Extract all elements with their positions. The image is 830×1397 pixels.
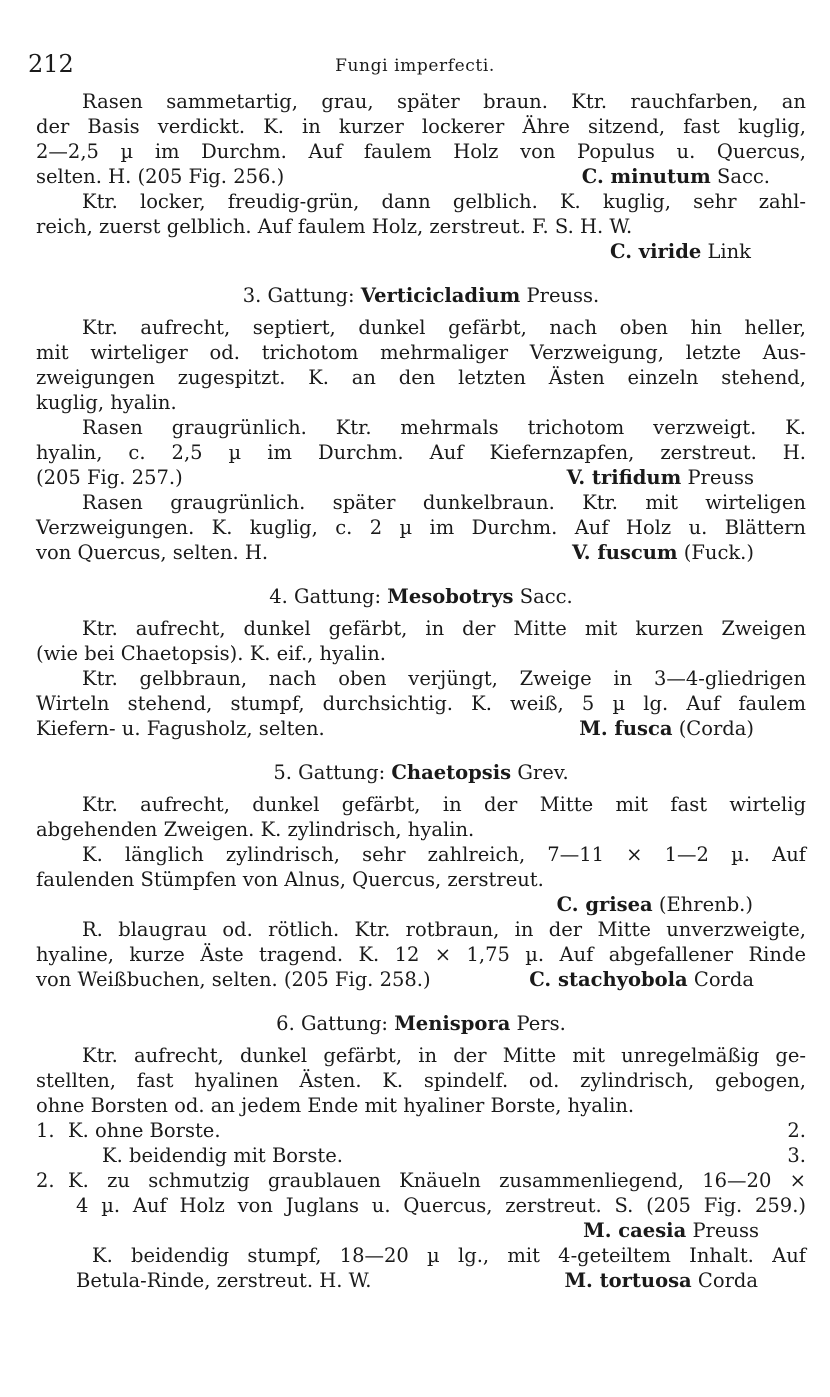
- key-entry: [36, 1118, 806, 1144]
- species-binomial: C. minutum: [581, 165, 711, 188]
- text-line: Ktr. gelbbraun, nach oben verjüngt, Zweige in 3—4-gliedrigen: [82, 667, 806, 690]
- species-author: Sacc.: [716, 165, 770, 188]
- species-binomial: M. caesia: [583, 1219, 687, 1242]
- species-author: Corda: [693, 968, 754, 991]
- genus-heading: [36, 760, 806, 786]
- text-line: 2—2,5 µ im Durchm. Auf faulem Holz von Populus u. Quercus,: [36, 140, 806, 163]
- text-line: [36, 967, 806, 993]
- text-segment: (205 Fig. 257.): [36, 466, 183, 489]
- species-author: Link: [707, 240, 751, 263]
- species-binomial: M. tortuosa: [564, 1269, 692, 1292]
- species-author: Corda: [697, 1269, 758, 1292]
- key-number: 1.: [36, 1119, 55, 1142]
- text-line: abgehenden Zweigen. K. zylindrisch, hyalin.: [36, 818, 475, 841]
- species-author: (Fuck.): [683, 541, 754, 564]
- page-number: 212: [28, 50, 74, 78]
- text-line: Rasen graugrünlich. Ktr. mehrmals trichotom verzweigt. K.: [82, 416, 806, 439]
- text-line: R. blaugrau od. rötlich. Ktr. rotbraun, in der Mitte unverzweigte,: [82, 918, 806, 941]
- species-binomial: C. viride: [610, 240, 702, 263]
- species-author: (Corda): [678, 717, 754, 740]
- genus-heading-prefix: 4. Gattung:: [269, 585, 382, 608]
- species-name: [582, 164, 770, 190]
- running-title: Fungi imperfecti.: [335, 56, 495, 76]
- species-author: (Ehrenb.): [658, 893, 753, 916]
- text-line: ohne Borsten od. an jedem Ende mit hyaliner Borste, hyalin.: [36, 1094, 635, 1117]
- key-text: K. zu schmutzig graublauen Knäueln zusammenliegend, 16—20 ×: [68, 1169, 806, 1192]
- text-line: Rasen graugrünlich. später dunkelbraun. Ktr. mit wirteligen: [82, 491, 806, 514]
- text-segment: selten. H. (205 Fig. 256.): [36, 165, 285, 188]
- text-line: hyalin, c. 2,5 µ im Durchm. Auf Kiefernzapfen, zerstreut. H.: [36, 441, 806, 464]
- key-entry: [36, 1168, 806, 1194]
- genus-heading-prefix: 6. Gattung:: [276, 1012, 389, 1035]
- genus-name: Chaetopsis: [391, 761, 512, 784]
- genus-heading-prefix: 3. Gattung:: [242, 284, 355, 307]
- text-line: stellten, fast hyalinen Ästen. K. spindelf. od. zylindrisch, gebogen,: [36, 1069, 806, 1092]
- species-name: [36, 1218, 759, 1244]
- text-line: reich, zuerst gelblich. Auf faulem Holz, zerstreut. F. S. H. W.: [36, 215, 633, 238]
- genus-author: Preuss.: [526, 284, 600, 307]
- text-line: Ktr. aufrecht, dunkel gefärbt, in der Mitte mit kurzen Zweigen: [82, 617, 806, 640]
- text-line: der Basis verdickt. K. in kurzer lockerer Ähre sitzend, fast kuglig,: [36, 115, 806, 138]
- species-name: [572, 540, 754, 566]
- text-line: mit wirteliger od. trichotom mehrmaliger Verzweigung, letzte Aus-: [36, 341, 806, 364]
- text-line: [76, 1268, 806, 1294]
- text-line: K. länglich zylindrisch, sehr zahlreich, 7—11 × 1—2 µ. Auf: [82, 843, 806, 866]
- key-text: K. ohne Borste.: [68, 1119, 221, 1142]
- text-line: zweigungen zugespitzt. K. an den letzten Ästen einzeln stehend,: [36, 366, 806, 389]
- text-segment: von Weißbuchen, selten. (205 Fig. 258.): [36, 968, 431, 991]
- genus-heading: [36, 584, 806, 610]
- page-header: [28, 50, 802, 82]
- key-entry-text: [36, 1118, 221, 1144]
- species-binomial: C. grisea: [556, 893, 653, 916]
- genus-author: Sacc.: [519, 585, 573, 608]
- text-segment: von Quercus, selten. H.: [36, 541, 269, 564]
- genus-author: Grev.: [517, 761, 569, 784]
- species-binomial: M. fusca: [579, 717, 673, 740]
- genus-name: Menispora: [394, 1012, 511, 1035]
- species-name: [564, 1268, 758, 1294]
- key-entry: [102, 1143, 806, 1169]
- species-name: [529, 967, 754, 993]
- text-line: Ktr. aufrecht, dunkel gefärbt, in der Mitte mit unregelmäßig ge-: [82, 1044, 806, 1067]
- text-line: kuglig, hyalin.: [36, 391, 177, 414]
- text-line: Verzweigungen. K. kuglig, c. 2 µ im Durchm. Auf Holz u. Blättern: [36, 516, 806, 539]
- text-line: 4 µ. Auf Holz von Juglans u. Quercus, zerstreut. S. (205 Fig. 259.): [76, 1194, 806, 1217]
- species-binomial: V. trifidum: [566, 466, 682, 489]
- text-line: hyaline, kurze Äste tragend. K. 12 × 1,75 µ. Auf abgefallener Rinde: [36, 943, 806, 966]
- text-line: Ktr. aufrecht, dunkel gefärbt, in der Mitte mit fast wirtelig: [82, 793, 806, 816]
- key-text: K. beidendig mit Borste.: [102, 1144, 343, 1167]
- text-segment: Kiefern- u. Fagusholz, selten.: [36, 717, 325, 740]
- text-line: Ktr. aufrecht, septiert, dunkel gefärbt, nach oben hin heller,: [82, 316, 806, 339]
- text-line: faulenden Stümpfen von Alnus, Quercus, zerstreut.: [36, 868, 544, 891]
- key-number: 2.: [36, 1169, 55, 1192]
- text-line: Rasen sammetartig, grau, später braun. Ktr. rauchfarben, an: [82, 90, 806, 113]
- species-name: [567, 465, 754, 491]
- species-name: [36, 892, 753, 918]
- text-line: Ktr. locker, freudig-grün, dann gelblich. K. kuglig, sehr zahl-: [82, 190, 806, 213]
- genus-heading: [36, 283, 806, 309]
- species-name: [36, 239, 751, 265]
- key-reference: 3.: [787, 1144, 806, 1167]
- genus-name: Verticicladium: [360, 284, 521, 307]
- text-line: [36, 164, 806, 190]
- genus-name: Mesobotrys: [387, 585, 514, 608]
- text-line: Wirteln stehend, stumpf, durchsichtig. K. weiß, 5 µ lg. Auf faulem: [36, 692, 806, 715]
- text-line: [36, 540, 806, 566]
- text-segment: Betula-Rinde, zerstreut. H. W.: [76, 1269, 372, 1292]
- species-author: Preuss: [692, 1219, 759, 1242]
- text-line: [36, 465, 806, 491]
- species-author: Preuss: [687, 466, 754, 489]
- species-binomial: C. stachyobola: [529, 968, 688, 991]
- text-line: [36, 716, 806, 742]
- genus-author: Pers.: [516, 1012, 566, 1035]
- text-line: (wie bei Chaetopsis). K. eif., hyalin.: [36, 642, 386, 665]
- species-name: [579, 716, 754, 742]
- genus-heading: [36, 1011, 806, 1037]
- species-binomial: V. fuscum: [572, 541, 678, 564]
- genus-heading-prefix: 5. Gattung:: [273, 761, 386, 784]
- text-line: K. beidendig stumpf, 18—20 µ lg., mit 4-geteiltem Inhalt. Auf: [92, 1244, 806, 1267]
- key-reference: 2.: [787, 1119, 806, 1142]
